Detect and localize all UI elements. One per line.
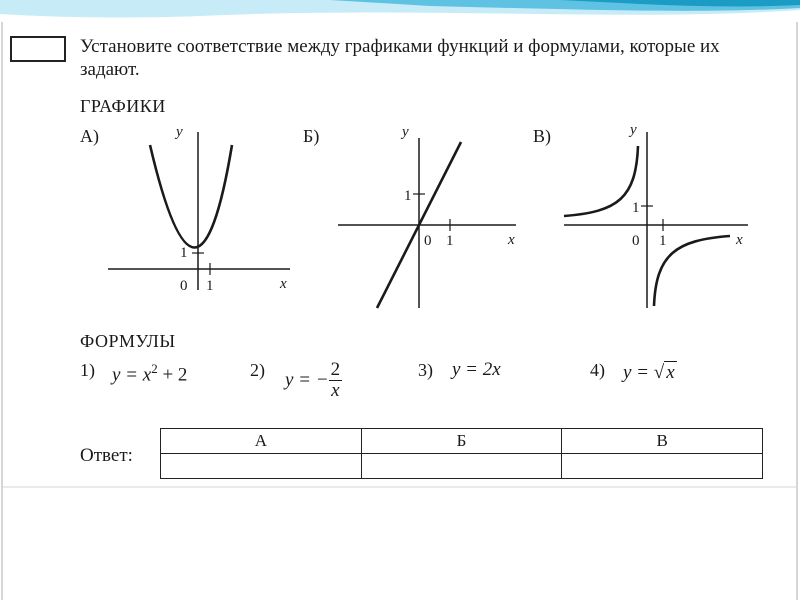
graph-b-x-tick: 1 <box>446 233 454 249</box>
graph-a-curve <box>150 145 232 248</box>
formula-2-fraction <box>329 360 343 401</box>
graph-a <box>100 120 300 300</box>
graph-c-origin: 0 <box>632 233 640 249</box>
formula-2-numerator: 2 <box>330 359 341 380</box>
formula-2-denominator: x <box>331 380 340 401</box>
formula-4-radicand: x <box>666 362 675 383</box>
answer-col-c: В <box>562 429 763 454</box>
graph-a-y-label: y <box>176 124 183 140</box>
graph-b-y-label: y <box>402 124 409 140</box>
formula-3-lhs: y = 2x <box>452 359 501 380</box>
formula-4-lhs: y = <box>623 362 654 383</box>
formula-3 <box>452 359 501 381</box>
formula-2 <box>285 360 342 401</box>
graph-c-x-tick: 1 <box>659 233 667 249</box>
formula-1-lhs: y = x <box>112 364 152 386</box>
formula-4-radical: √ <box>653 362 665 383</box>
graph-b-y-tick: 1 <box>404 188 412 204</box>
answer-cell-c[interactable] <box>562 454 763 479</box>
graph-a-y-tick: 1 <box>180 245 188 261</box>
formulas-heading: ФОРМУЛЫ <box>80 331 176 351</box>
graph-c-x-label: x <box>736 232 743 248</box>
formula-1-number: 1) <box>80 360 95 380</box>
formula-3-number: 3) <box>418 360 433 380</box>
graphs-heading: ГРАФИКИ <box>80 96 166 116</box>
graph-c-label: В) <box>533 126 551 146</box>
graph-a-x-tick: 1 <box>206 278 214 294</box>
graph-b <box>330 118 530 310</box>
graph-c-y-tick: 1 <box>632 200 640 216</box>
answer-input-row <box>161 454 763 479</box>
answer-cell-b[interactable] <box>361 454 562 479</box>
task-number-box <box>10 36 66 62</box>
answer-col-a: А <box>161 429 362 454</box>
answer-header-row <box>161 429 763 454</box>
formula-1 <box>112 361 187 386</box>
task-text: Установите соответствие между графиками функций и формулами, которые их задают. <box>80 36 720 80</box>
answer-cell-a[interactable] <box>161 454 362 479</box>
graph-b-label: Б) <box>303 126 320 146</box>
slide-top-band <box>0 0 800 22</box>
graph-b-origin: 0 <box>424 233 432 249</box>
graph-b-x-label: x <box>508 232 515 248</box>
formula-2-number: 2) <box>250 360 265 380</box>
graph-c <box>558 118 758 310</box>
formula-4 <box>623 362 677 384</box>
formula-1-rhs: + 2 <box>157 364 188 386</box>
graph-a-origin: 0 <box>180 278 188 294</box>
answer-label: Ответ: <box>80 445 133 466</box>
formula-1-exponent: 2 <box>151 361 158 376</box>
graph-c-y-label: y <box>630 122 637 138</box>
formula-2-lhs: y = − <box>285 369 329 391</box>
graph-a-x-label: x <box>280 276 287 292</box>
graph-c-curve-left <box>564 146 638 216</box>
answer-col-b: Б <box>361 429 562 454</box>
graph-a-label: А) <box>80 126 99 146</box>
formula-4-number: 4) <box>590 360 605 380</box>
answer-table <box>160 428 763 479</box>
